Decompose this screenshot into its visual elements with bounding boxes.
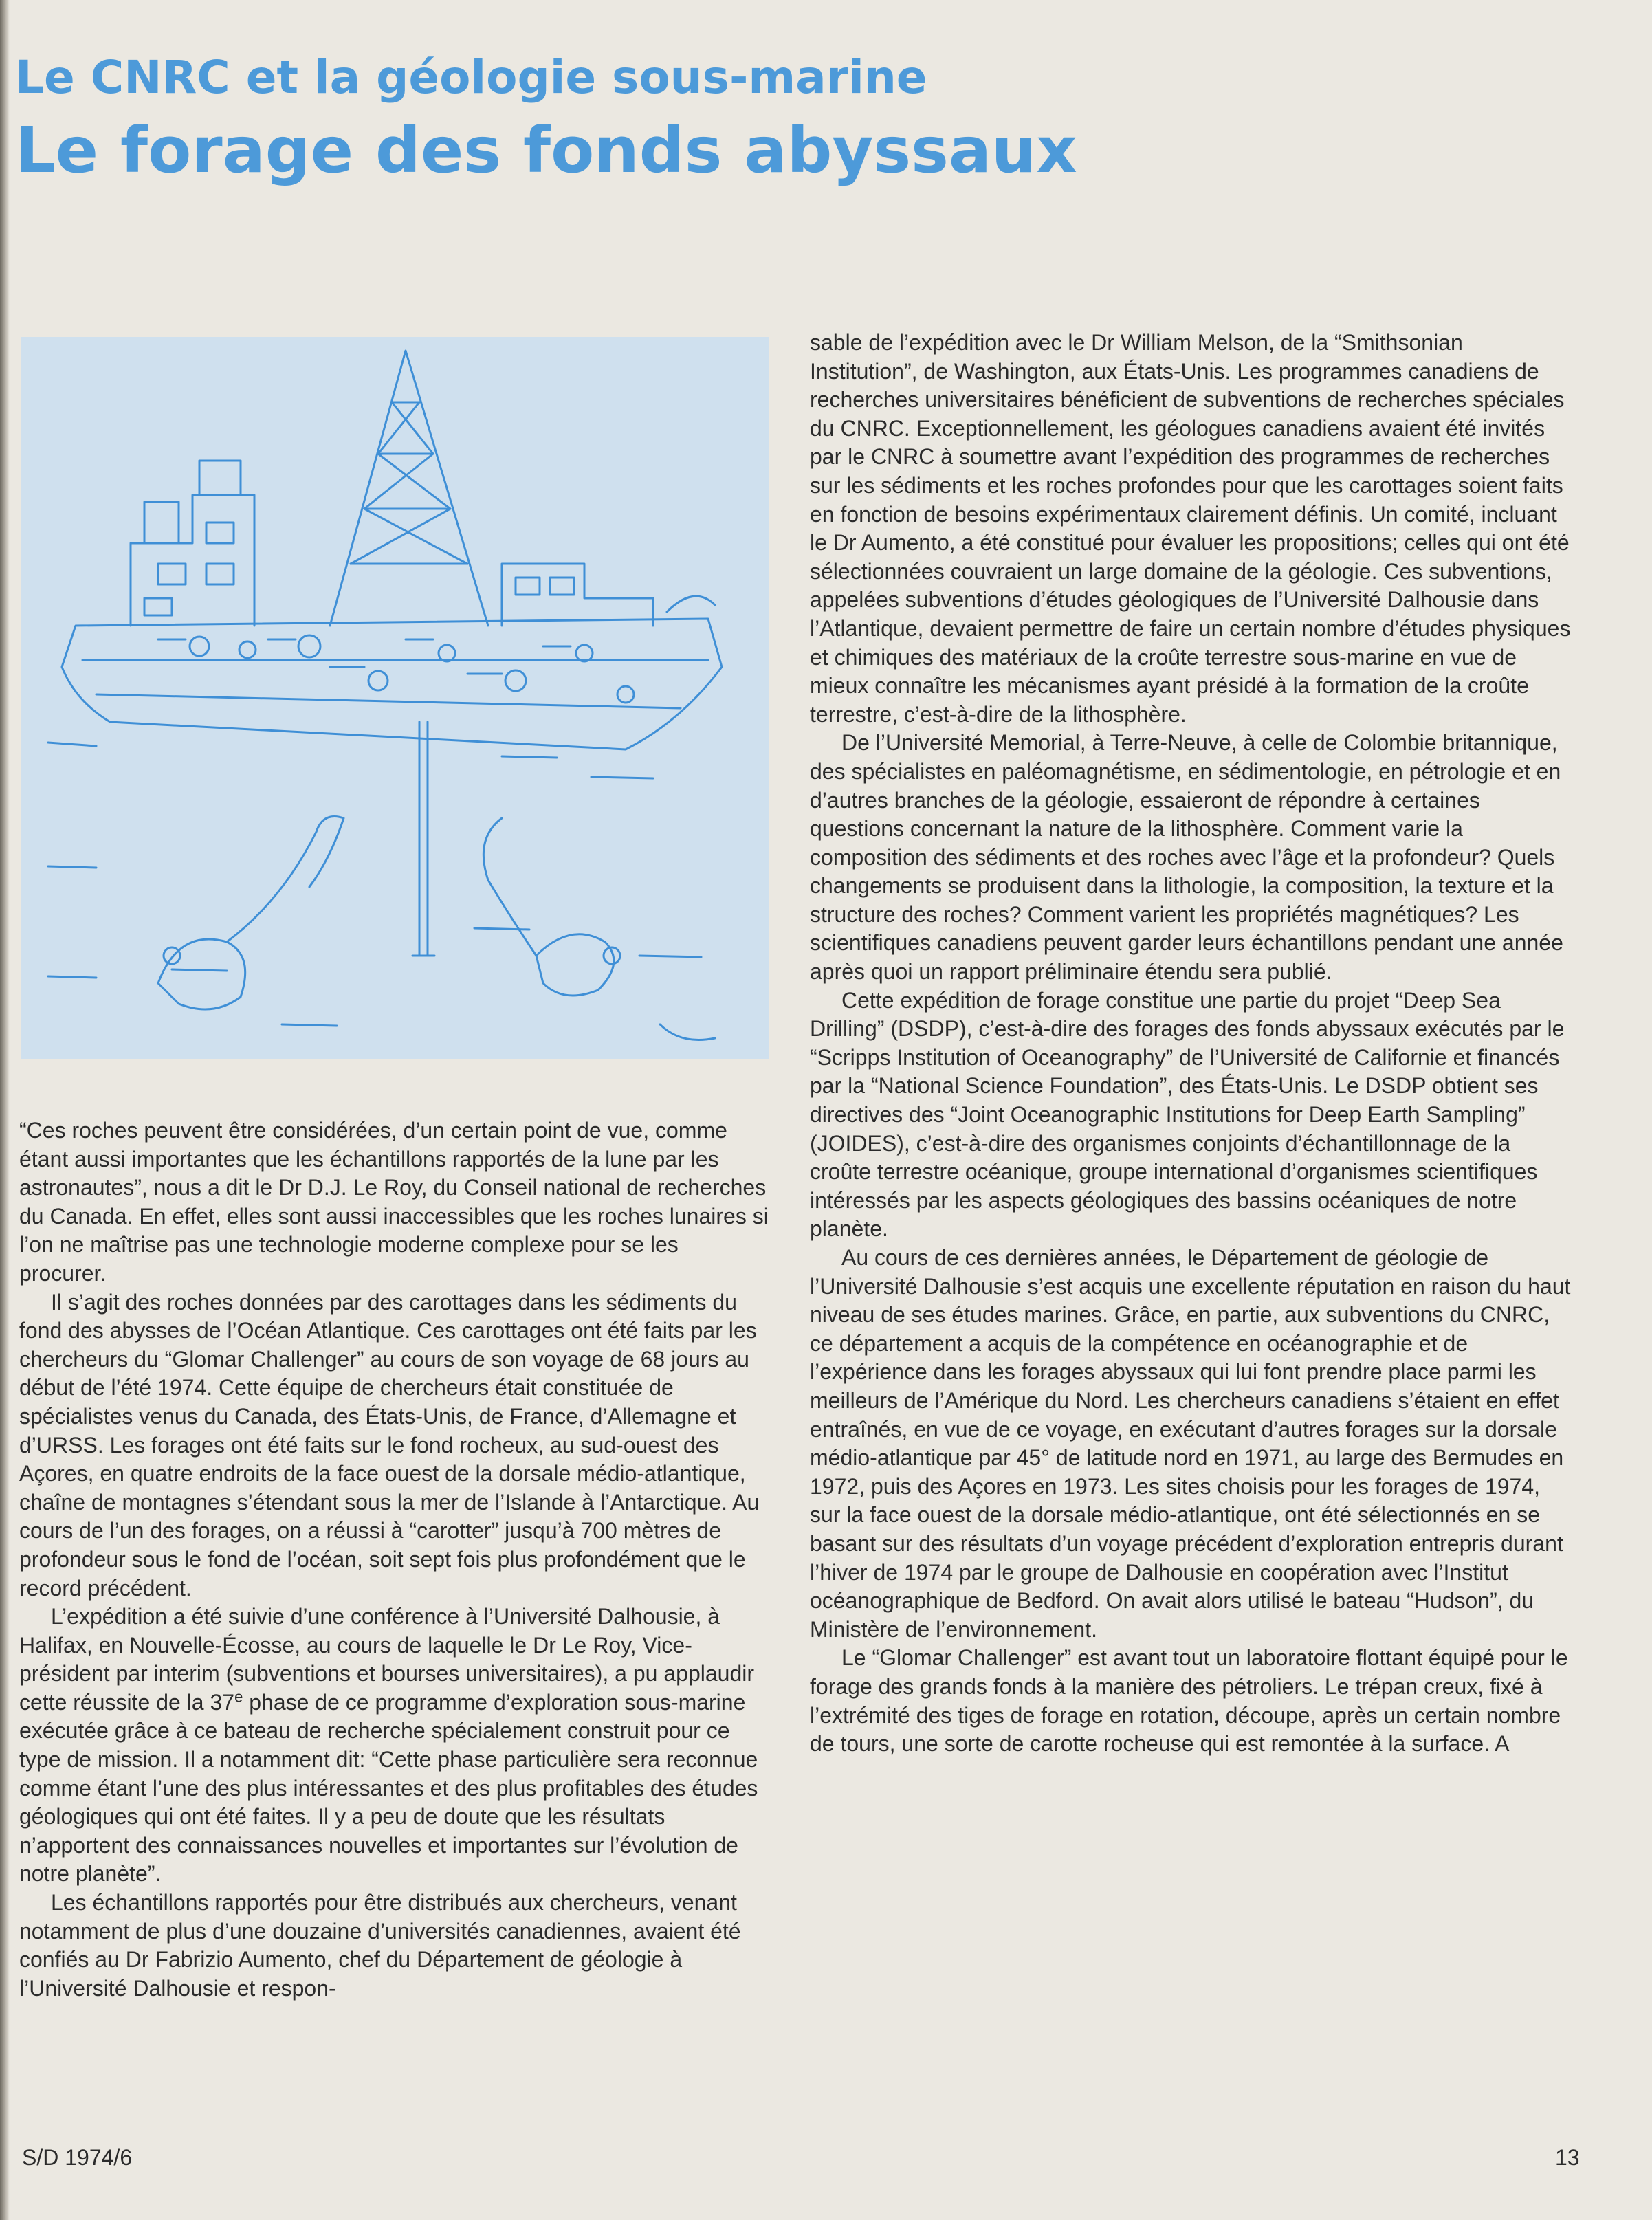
paragraph: Le “Glomar Challenger” est avant tout un laboratoire flottant équipé pour le forage des grands fonds à la manière des pétroliers. Le trépan creux, fixé à l’extrémité des tiges de forage en rotation, découpe, après un certain nombre de tours, une sorte de carotte rocheuse qui est remontée à la surface. A (810, 1645, 1568, 1757)
page-number: 13 (1555, 2145, 1580, 2170)
page-binding-edge (0, 0, 10, 2220)
ship-derrick (330, 351, 488, 626)
paragraph: Au cours de ces dernières années, le Département de géologie de l’Université Dalhousie s’est acquis une excellente réputation en raison du haut niveau de ses études marines. Grâce, en partie, aux subventions du CNRC, ce département a acquis de la compétence en océanographie et de l’expérience dans les forages abyssaux qui lui font prendre place parmi les meilleurs de l’Amérique du Nord. Les chercheurs canadiens s’étaient en effet entraînés, en vue de ce voyage, en exécutant d’autres forages sur la dorsale médio-atlantique par 45° de latitude nord en 1971, au large des Bermudes en 1972, puis des Açores en 1973. Les sites choisis pour les forages de 1974, sur la face ouest de la dorsale médio-atlantique, ont été sélectionnés en se basant sur des résultats d’un voyage précédent d’exploration entrepris durant l’hiver de 1974 par le groupe de Dalhousie en coopération avec l’Institut océanographique de Bedford. On avait alors utilisé le bateau “Hudson”, du Ministère de l’environnement. (810, 1245, 1571, 1642)
paragraph: Les échantillons rapportés pour être distribués aux chercheurs, venant notamment de plus d’une douzaine d’universités canadiennes, avaient été confiés au Dr Fabrizio Aumento, chef du Département de géologie à l’Université Dalhousie et respon- (19, 1890, 741, 2001)
drill-string (419, 722, 428, 956)
mermaid-right (536, 934, 614, 996)
mermaid-left (158, 939, 245, 1009)
paragraph: “Ces roches peuvent être considérées, d’un certain point de vue, comme étant aussi importantes que les échantillons rapportés de la lune par les astronautes”, nous a dit le Dr D.J. Le Roy, du Conseil national de recherches du Canada. En effet, elles sont aussi inaccessibles que les roches lunaires si l’on ne maîtrise pas une technologie moderne complexe pour se les procurer. (19, 1118, 769, 1286)
ordinal-superscript: e (234, 1688, 243, 1706)
ship-drawing (21, 337, 769, 1059)
paragraph: Il s’agit des roches données par des carottages dans les sédiments du fond des abysses de l’Océan Atlantique. Ces carottages ont été faits par les chercheurs du “Glomar Challenger” au cours de son voyage de 68 jours au début de l’été 1974. Cette équipe de chercheurs était constituée de spécialistes venus du Canada, des États-Unis, de France, d’Allemagne et d’URSS. Les forages ont été faits sur le fond rocheux, au sud-ouest des Açores, en quatre endroits de la face ouest de la dorsale médio-atlantique, chaîne de montagnes s’étendant sous la mer de l’Islande à l’Antarctique. Au cours de l’un des forages, on a réussi à “carotter” jusqu’à 700 mètres de profondeur sous le fond de l’océan, soit sept fois plus profondément que le record précédent. (19, 1289, 760, 1601)
ship-illustration (21, 337, 769, 1059)
text-run: phase de ce programme d’exploration sous-marine exécutée grâce à ce bateau de recherche spécialement construit pour ce type de mission. Il a notamment dit: “Cette phase particulière sera reconnue comme étant l’une des plus intéressantes et des plus profitables des études géologiques qui ont été faites. Il y a peu de doute que les résultats n’apportent des connaissances nouvelles et importantes sur l’évolution de notre planète”. (19, 1689, 758, 1887)
ship-cabins (131, 495, 254, 626)
article-title: Le forage des fonds abyssaux (15, 113, 1077, 187)
issue-label: S/D 1974/6 (22, 2145, 133, 2170)
left-text-column (19, 1117, 769, 2003)
text-run: L’expédition a été suivie d’une conférence à l’Université Dalhousie, à Halifax, en Nouvelle-Écosse, au cours de laquelle le Dr Le Roy, Vice-président par interim (subventions et bourses universitaires), a pu applaudir cette réussite de la 37 (19, 1604, 754, 1715)
paragraph: Cette expédition de forage constitue une partie du projet “Deep Sea Drilling” (DSDP), c’est-à-dire des forages des fonds abyssaux exécutés par le “Scripps Institution of Oceanography” de l’Université de Californie et financés par la “National Science Foundation”, des États-Unis. Le DSDP obtient ses directives des “Joint Oceanographic Institutions for Deep Earth Sampling” (JOIDES), c’est-à-dire des organismes conjoints d’échantillonnage de la croûte terrestre océanique, groupe international d’organismes scientifiques intéressés par les aspects géologiques des bassins océaniques de notre planète. (810, 987, 1565, 1242)
paragraph (19, 1603, 769, 1889)
article-kicker: Le CNRC et la géologie sous-marine (15, 51, 927, 104)
paragraph: sable de l’expédition avec le Dr William Melson, de la “Smithsonian Institution”, de Washington, aux États-Unis. Les programmes canadiens de recherches universitaires bénéficient de subventions de recherches spéciales du CNRC. Exceptionnellement, les géologues canadiens avaient été invités par le CNRC à soumettre avant l’expédition des programmes de recherches sur les sédiments et les roches profondes pour que les carottages soient faits en fonction de besoins expérimentaux clairement définis. Un comité, incluant le Dr Aumento, a été constitué pour évaluer les propositions; celles qui ont été sélectionnées couvraient un large domaine de la géologie. Ces subventions, appelées subventions d’études géologiques de l’Université Dalhousie dans l’Atlantique, devaient permettre de faire un certain nombre d’études physiques et chimiques des matériaux de la croûte terrestre sous-marine en vue de mieux connaître les mécanismes ayant présidé à la formation de la croûte terrestre, c’est-à-dire de la lithosphère. (810, 330, 1571, 727)
paragraph: De l’Université Memorial, à Terre-Neuve, à celle de Colombie britannique, des spécialistes en paléomagnétisme, en sédimentologie, en pétrologie et en d’autres branches de la géologie, essaieront de répondre à certaines questions concernant la nature de la lithosphère. Comment varie la composition des sédiments et des roches avec l’âge et la profondeur? Quels changements se produisent dans la lithologie, la composition, la texture et la structure des roches? Comment varient les propriétés magnétiques? Les scientifiques canadiens peuvent garder leurs échantillons pendant une année après quoi un rapport préliminaire étendu sera publié. (810, 730, 1563, 985)
right-text-column (810, 329, 1573, 1759)
